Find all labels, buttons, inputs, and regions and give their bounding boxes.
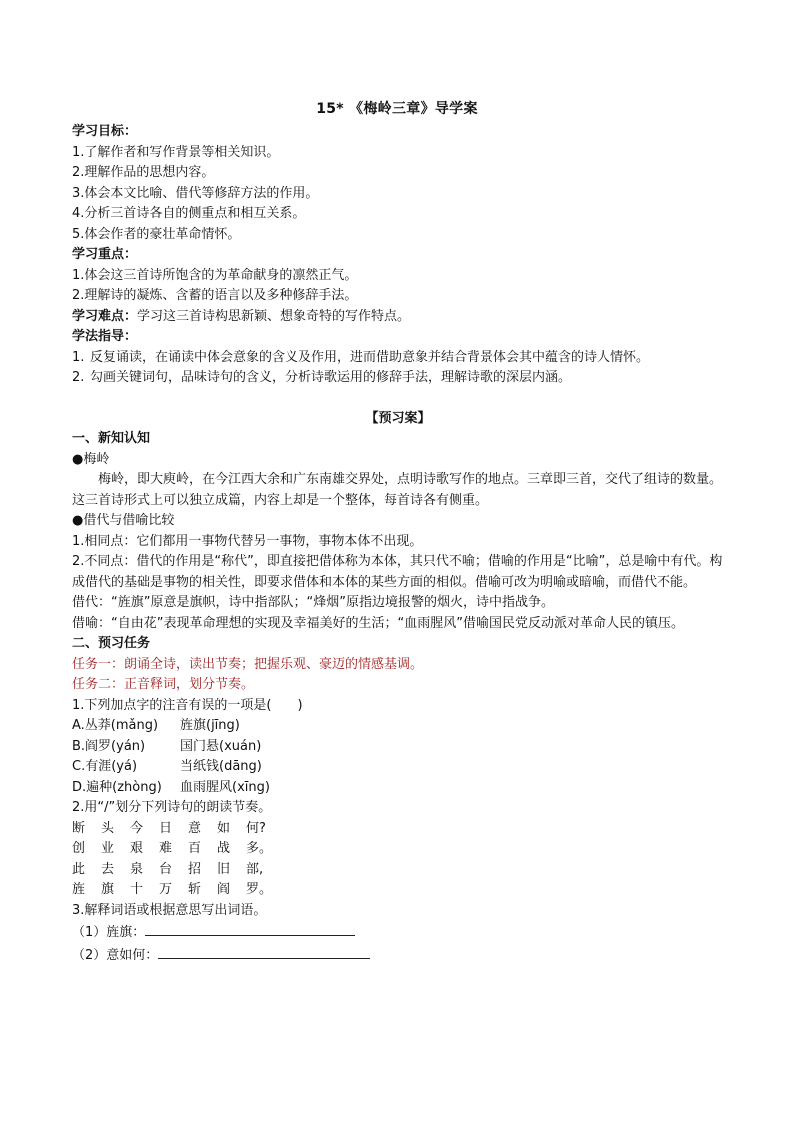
fill-label: （2）意如何：	[72, 947, 159, 963]
task-one: 任务一：朗诵全诗，读出节奏；把握乐观、豪迈的情感基调。	[72, 656, 424, 672]
difficulty-line	[72, 307, 724, 328]
compare-diff: 2.不同点：借代的作用是“称代”，即直接把借体称为本体，其只代不喻；借喻的作用是“比喻”，总是喻中有代。构成借代的基础是事物的相关性，即要求借体和本体的某些方面的相似。借喻可改为明喻或暗喻，而借代不能。	[72, 554, 723, 590]
poem-line	[72, 880, 724, 901]
key-point-item: 2.理解诗的凝炼、含蓄的语言以及多种修辞手法。	[72, 288, 358, 303]
poem-line	[72, 860, 724, 881]
poem-char: 多。	[246, 841, 273, 856]
poem-char: 旗	[101, 882, 115, 897]
method-item-num: 2.	[72, 370, 85, 385]
question-3: 3.解释词语或根据意思写出词语。	[72, 902, 267, 918]
poem-line	[72, 819, 724, 840]
option-a: D.遍种(zhòng)	[72, 779, 162, 795]
fill-line	[72, 921, 724, 944]
option-b: 血雨腥风(xīng)	[180, 779, 270, 795]
poem-char: 如	[217, 820, 231, 836]
option-row	[72, 737, 724, 758]
method-item-num: 1.	[72, 349, 85, 365]
objectives-heading: 学习目标：	[72, 124, 138, 139]
preview-heading: 【预习案】	[365, 410, 431, 426]
method-item-text: 勾画关键词句，品味诗句的含义，分析诗歌运用的修辞手法，理解诗歌的深层内涵。	[90, 370, 572, 385]
poem-char: 招	[188, 861, 202, 877]
poem-char: 此	[72, 861, 86, 877]
answer-blank[interactable]	[145, 921, 355, 936]
method-item	[72, 348, 724, 369]
key-point-item: 1.体会这三首诗所饱含的为革命献身的凛然正气。	[72, 267, 358, 283]
option-b: 国门悬(xuán)	[180, 738, 262, 754]
poem-char: 头	[101, 820, 115, 836]
poem-char: 难	[159, 841, 173, 856]
question-2: 2.用“/”划分下列诗句的朗读节奏。	[72, 800, 272, 815]
poem-char: 旧	[217, 861, 231, 877]
jieyu-text: 借喻：“自由花”表现革命理想的实现及幸福美好的生活；“血雨腥风”借喻国民党反动派对革命人民的镇压。	[72, 615, 684, 631]
poem-char: 业	[101, 841, 115, 856]
question-1: 1.下列加点字的注音有误的一项是( )	[72, 697, 303, 713]
poem-char: 何?	[246, 820, 266, 836]
poem-char: 阎	[217, 882, 231, 897]
poem-char: 日	[159, 820, 173, 836]
poem-char: 斩	[188, 882, 202, 897]
objective-item: 4.分析三首诗各自的侧重点和相互关系。	[72, 206, 306, 221]
poem-char: 断	[72, 820, 86, 836]
poem-char: 台	[159, 861, 173, 877]
method-heading: 学法指导：	[72, 329, 138, 344]
poem-char: 罗。	[246, 882, 273, 897]
difficulty-heading: 学习难点：	[72, 308, 138, 324]
jiedai-text: 借代：“旌旗”原意是旗帜，诗中指部队；“烽烟”原指边境报警的烟火，诗中指战争。	[72, 595, 554, 610]
poem-char: 去	[101, 861, 115, 877]
poem-char: 部,	[246, 861, 264, 877]
option-row	[72, 778, 724, 799]
method-item	[72, 368, 724, 389]
poem-char: 艰	[130, 841, 144, 856]
poem-char: 意	[188, 820, 202, 836]
poem-char: 战	[217, 841, 231, 856]
poem-char: 十	[130, 882, 144, 897]
option-row	[72, 716, 724, 737]
objective-item: 5.体会作者的豪壮革命情怀。	[72, 226, 241, 242]
option-a: C.有涯(yá)	[72, 759, 138, 774]
option-row	[72, 757, 724, 778]
section1-heading: 一、新知认知	[72, 431, 151, 446]
option-a: B.阎罗(yán)	[72, 738, 146, 754]
poem-char: 创	[72, 841, 86, 856]
method-item-text: 反复诵读，在诵读中体会意象的含义及作用，进而借助意象并结合背景体会其中蕴含的诗人情怀。	[90, 349, 650, 365]
poem-char: 百	[188, 841, 202, 856]
option-a: A.丛莽(mǎng)	[72, 718, 159, 733]
option-b: 旌旗(jīng)	[180, 718, 240, 733]
task-two: 任务二：正音释词，划分节奏。	[72, 677, 255, 692]
poem-char: 今	[130, 820, 144, 836]
objective-item: 2.理解作品的思想内容。	[72, 165, 215, 180]
poem-char: 万	[159, 882, 173, 897]
poem-char: 旌	[72, 882, 86, 897]
compare-same: 1.相同点：它们都用一事物代替另一事物，事物本体不出现。	[72, 533, 423, 549]
page-title: 15* 《梅岭三章》导学案	[316, 101, 478, 117]
option-b: 当纸钱(dāng)	[180, 759, 262, 774]
section2-heading: 二、预习任务	[72, 636, 151, 651]
difficulty-text: 学习这三首诗构思新颖、想象奇特的写作特点。	[137, 308, 411, 324]
poem-line	[72, 839, 724, 860]
answer-blank[interactable]	[158, 944, 370, 959]
poem-char: 泉	[130, 861, 144, 877]
compare-heading: ●借代与借喻比较	[72, 513, 175, 528]
fill-line	[72, 944, 724, 967]
objective-item: 1.了解作者和写作背景等相关知识。	[72, 144, 280, 160]
objective-item: 3.体会本文比喻、借代等修辞方法的作用。	[72, 185, 319, 201]
fill-label: （1）旌旗：	[72, 925, 146, 940]
key-points-heading: 学习重点：	[72, 247, 138, 262]
meiling-text: 梅岭，即大庾岭，在今江西大余和广东南雄交界处，点明诗歌写作的地点。三章即三首，交代了组诗的数量。这三首诗形式上可以独立成篇，内容上却是一个整体，每首诗各有侧重。	[72, 472, 723, 508]
meiling-heading: ●梅岭	[72, 451, 110, 467]
document-body	[72, 122, 724, 966]
